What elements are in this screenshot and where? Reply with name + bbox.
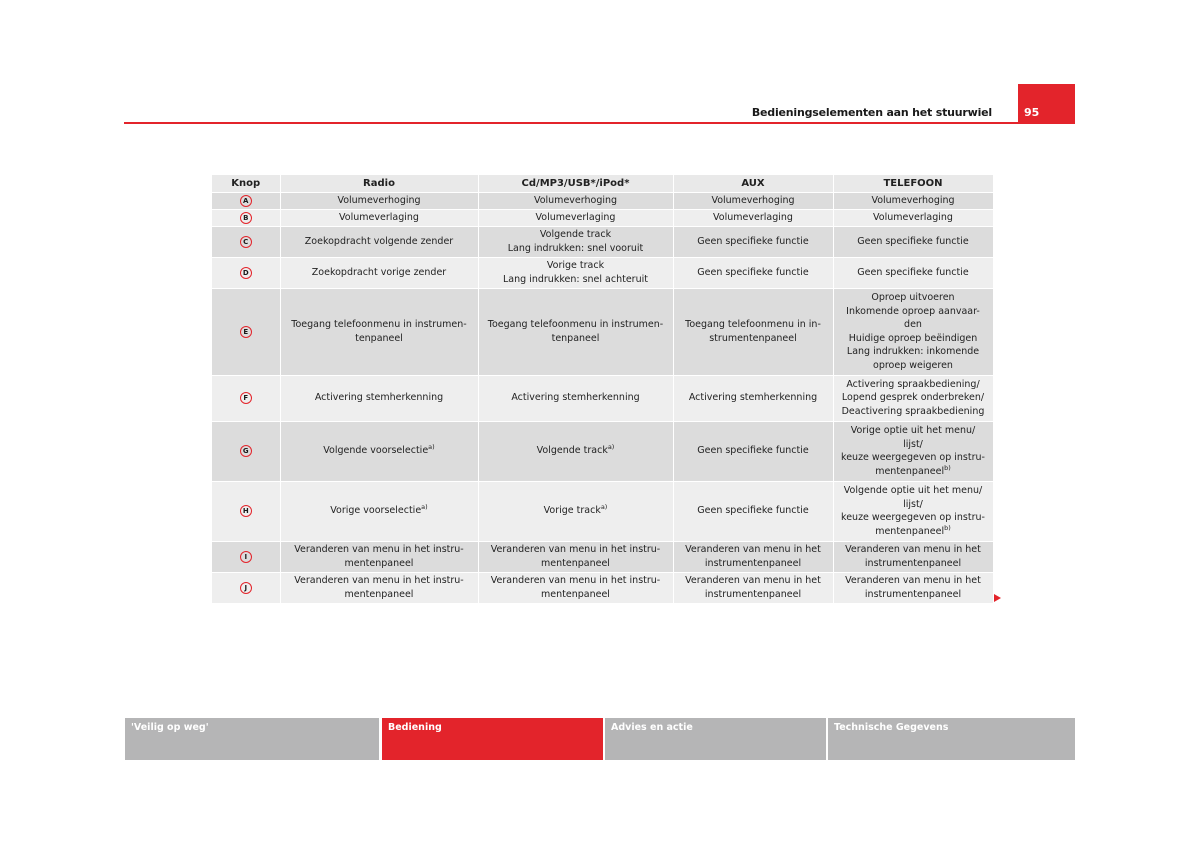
cd-cell: Volumeverhoging — [533, 194, 618, 206]
telefoon-cell: Veranderen van menu in het instrumentenpaneel — [845, 544, 981, 569]
footer-tab-bediening[interactable] — [382, 718, 603, 760]
footnote-ref: a) — [600, 503, 608, 512]
footer-tab-advies-en-actie[interactable] — [605, 718, 826, 760]
cd-cell: Activering stemherkenning — [511, 392, 640, 404]
continue-arrow-icon — [994, 594, 1001, 602]
footer-tab-veilig-op-weg[interactable] — [125, 718, 379, 760]
column-header-radio: Radio — [280, 175, 478, 192]
button-a-icon: A — [240, 195, 252, 207]
telefoon-cell: Oproep uitvoeren Inkomende oproep aanvaar- den Huidige oproep beëindigen Lang indrukken: inkomende oproep weigeren — [846, 292, 980, 371]
column-header-knop: Knop — [212, 175, 280, 192]
cd-cell: Volgende track$^{a)}$ — [536, 443, 615, 457]
table-row — [212, 481, 993, 541]
table-row — [212, 572, 993, 603]
footnote-ref: b) — [944, 463, 951, 472]
aux-cell: Geen specifieke functie — [697, 266, 809, 278]
controls-table — [212, 175, 994, 604]
radio-cell: Vorige voorselectie$^{a)}$ — [330, 503, 428, 517]
radio-cell: Veranderen van menu in het instru- mentenpaneel — [294, 544, 464, 569]
telefoon-cell: Vorige optie uit het menu/ lijst/ keuze weergegeven op instru- mentenpaneel$^{b)}$ — [841, 425, 985, 477]
column-header-aux: AUX — [673, 175, 833, 192]
button-f-icon: F — [240, 392, 252, 404]
telefoon-cell: Geen specifieke functie — [857, 235, 969, 247]
footnote-ref: b) — [944, 523, 951, 532]
column-header-cd: Cd/MP3/USB*/iPod* — [478, 175, 673, 192]
table-row — [212, 421, 993, 481]
table-row — [212, 209, 993, 226]
telefoon-cell: Volumeverlaging — [873, 211, 953, 223]
radio-cell: Zoekopdracht vorige zender — [311, 266, 447, 278]
table-row — [212, 226, 993, 257]
page-title: Bedieningselementen aan het stuurwiel — [751, 106, 992, 119]
radio-cell: Volgende voorselectie$^{a)}$ — [323, 443, 435, 457]
footer-tab-label: Bediening — [388, 722, 442, 733]
table-row — [212, 192, 993, 209]
cd-cell: Volgende track Lang indrukken: snel vooruit — [507, 229, 644, 254]
table-row — [212, 288, 993, 375]
button-g-icon: G — [240, 445, 252, 457]
table-header-row — [212, 175, 993, 192]
page-number-box — [1018, 84, 1075, 124]
radio-cell: Volumeverhoging — [337, 194, 421, 206]
footnote-ref: a) — [421, 503, 428, 512]
header-rule — [124, 122, 1075, 124]
aux-cell: Toegang telefoonmenu in in- strumentenpaneel — [685, 319, 821, 344]
footnote-ref: a) — [607, 443, 615, 452]
radio-cell: Volumeverlaging — [339, 211, 419, 223]
button-d-icon: D — [240, 267, 252, 279]
button-c-icon: C — [240, 236, 252, 248]
cd-cell: Vorige track Lang indrukken: snel achteruit — [503, 260, 648, 285]
footer-tab-label: Advies en actie — [611, 722, 693, 733]
aux-cell: Activering stemherkenning — [688, 392, 818, 404]
aux-cell: Volumeverlaging — [713, 211, 793, 223]
column-header-telefoon: TELEFOON — [833, 175, 993, 192]
radio-cell: Zoekopdracht volgende zender — [304, 235, 454, 247]
table-row — [212, 375, 993, 421]
radio-cell: Activering stemherkenning — [314, 392, 444, 404]
button-b-icon: B — [240, 212, 252, 224]
aux-cell: Geen specifieke functie — [697, 505, 809, 517]
aux-cell: Volumeverhoging — [711, 194, 795, 206]
cd-cell: Toegang telefoonmenu in instrumen- tenpaneel — [487, 319, 664, 344]
telefoon-cell: Veranderen van menu in het instrumentenpaneel — [845, 575, 981, 600]
cd-cell: Vorige track$^{a)}$ — [543, 503, 608, 517]
aux-cell: Veranderen van menu in het instrumentenpaneel — [685, 575, 821, 600]
cd-cell: Veranderen van menu in het instru- mentenpaneel — [490, 544, 661, 569]
aux-cell: Geen specifieke functie — [697, 235, 809, 247]
page-number: 95 — [1024, 106, 1040, 119]
table-row — [212, 541, 993, 572]
footnote-ref: a) — [428, 443, 435, 452]
table-row — [212, 257, 993, 288]
cd-cell: Volumeverlaging — [535, 211, 616, 223]
footer-tab-technische-gegevens[interactable] — [828, 718, 1075, 760]
footer-tab-label: Technische Gegevens — [834, 722, 949, 733]
telefoon-cell: Activering spraakbediening/ Lopend gesprek onderbreken/ Deactivering spraakbediening — [841, 378, 985, 417]
button-i-icon: I — [240, 551, 252, 563]
cd-cell: Veranderen van menu in het instru- mentenpaneel — [490, 575, 661, 600]
radio-cell: Veranderen van menu in het instru- mentenpaneel — [294, 575, 464, 600]
footer-tab-label: 'Veilig op weg' — [131, 722, 209, 733]
button-e-icon: E — [240, 326, 252, 338]
button-j-icon: J — [240, 582, 252, 594]
radio-cell: Toegang telefoonmenu in instrumen- tenpaneel — [291, 319, 467, 344]
button-h-icon: H — [240, 505, 252, 517]
aux-cell: Geen specifieke functie — [697, 445, 809, 457]
telefoon-cell: Volumeverhoging — [871, 194, 955, 206]
telefoon-cell: Volgende optie uit het menu/ lijst/ keuze weergegeven op instru- mentenpaneel$^{b)}$ — [841, 485, 985, 537]
aux-cell: Veranderen van menu in het instrumentenpaneel — [685, 544, 821, 569]
telefoon-cell: Geen specifieke functie — [857, 266, 969, 278]
